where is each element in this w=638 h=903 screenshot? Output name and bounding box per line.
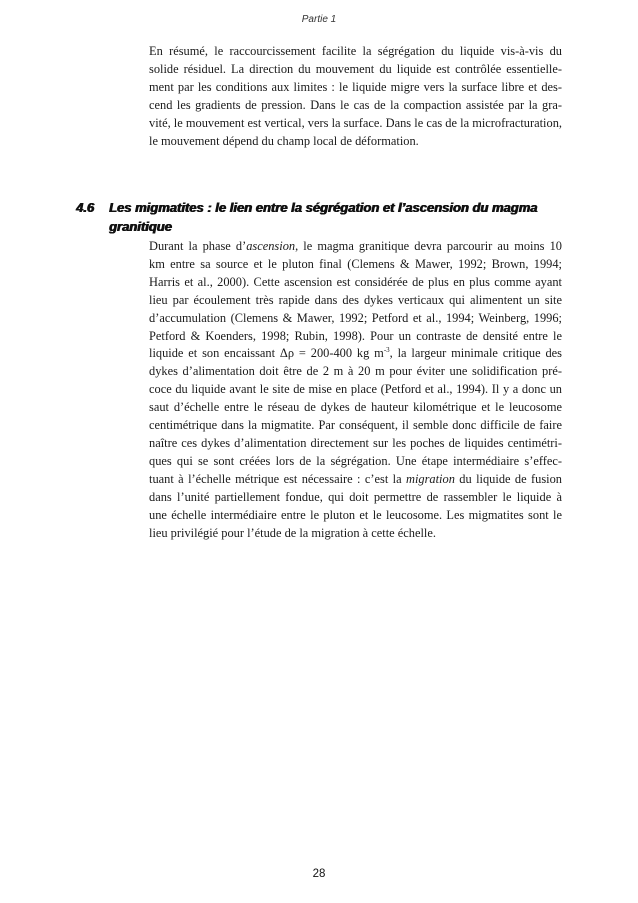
text-line: Petford & Koenders, 1998; Rubin, 1998). Pour un contraste de densité entre le xyxy=(149,328,562,343)
superscript: -3 xyxy=(383,346,390,355)
text-line: solide résiduel. La direction du mouvement du liquide est contrôlée essentielle- xyxy=(149,61,562,76)
text-line: dans l’unité partiellement fondue, qui doit permettre de rassembler le liquide à xyxy=(149,489,562,504)
text-line: En résumé, le raccourcissement facilite la ségrégation du liquide vis-à-vis du xyxy=(149,44,562,58)
section-number: 4.6 xyxy=(76,200,95,215)
text-line: centimétrique dans la migmatite. Par conséquent, il semble donc difficile de faire xyxy=(149,418,562,433)
text-run: tuant à l’échelle métrique est nécessaire : c’est la xyxy=(149,471,407,486)
emphasis: ascension xyxy=(246,239,296,253)
text-line: d’accumulation (Clemens & Mawer, 1992; Petford et al., 1994; Weinberg, 1996; xyxy=(149,310,562,325)
text-line: lieu privilégié pour l’étude de la migration à cette échelle. xyxy=(149,525,436,540)
text-line: ment par les conditions aux limites : le liquide migre vers la surface libre et des- xyxy=(149,79,562,94)
section-heading xyxy=(76,198,556,236)
text-line: saut d’échelle entre le réseau de dykes de hauteur kilométrique et le leucosome xyxy=(149,400,562,415)
page-number: 28 xyxy=(312,868,326,880)
intro-paragraph xyxy=(149,43,562,150)
text-run: liquide et son encaissant Δρ = 200-400 kg m xyxy=(149,346,384,361)
text-run: Durant la phase d’ xyxy=(149,239,247,253)
text-line: dykes d’alimentation doit être de 2 m à 20 m pour éviter une solidification pré- xyxy=(149,364,562,379)
text-run: du liquide de fusion xyxy=(454,471,562,486)
section-title-line2: granitique xyxy=(109,219,172,234)
text-line xyxy=(149,238,562,256)
text-line: coce du liquide avant le site de mise en place (Petford et al., 1994). Il y a donc un xyxy=(149,382,562,397)
text-line: lieu par écoulement très rapide dans des dykes verticaux qui alimentent un site xyxy=(149,292,562,307)
text-line: ques qui se sont créées lors de la ségrégation. Une étape intermédiaire s’effec- xyxy=(149,453,562,468)
text-line xyxy=(149,471,562,489)
section-title-line1: Les migmatites : le lien entre la ségrégation et l’ascension du magma xyxy=(109,200,538,215)
text-line: naître ces dykes d’alimentation directement sur les poches de liquides centimétri- xyxy=(149,435,562,450)
text-line: cend les gradients de pression. Dans le cas de la compaction assistée par la gra- xyxy=(149,97,562,112)
text-line: vité, le mouvement est vertical, vers la surface. Dans le cas de la microfracturation, xyxy=(149,115,562,130)
text-line: une échelle intermédiaire entre le pluton et le leucosome. Les migmatites sont le xyxy=(149,507,562,522)
text-line: le mouvement dépend du champ local de déformation. xyxy=(149,133,419,148)
body-paragraph xyxy=(149,238,562,542)
running-header: Partie 1 xyxy=(301,14,337,25)
emphasis: migration xyxy=(406,471,455,486)
text-run: , le magma granitique devra parcourir au moins 10 xyxy=(295,239,562,253)
text-line: km entre sa source et le pluton final (Clemens & Mawer, 1992; Brown, 1994; xyxy=(149,256,562,271)
text-line: Harris et al., 2000). Cette ascension est considérée de plus en plus comme ayant xyxy=(149,274,562,289)
text-line xyxy=(149,345,562,363)
text-run: , la largeur minimale critique des xyxy=(389,346,563,361)
